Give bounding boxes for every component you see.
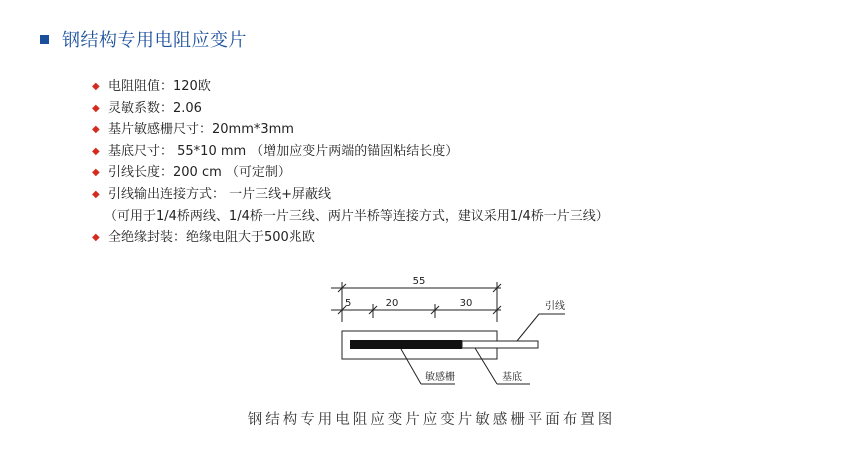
dim-a-label: 5 bbox=[345, 298, 352, 309]
spec-text: 灵敏系数：2.06 bbox=[108, 100, 202, 116]
section-title bbox=[40, 26, 247, 52]
list-item bbox=[92, 184, 609, 227]
diamond-bullet-icon: ◆ bbox=[92, 124, 100, 136]
sensitive-grid bbox=[350, 340, 462, 349]
diamond-bullet-icon: ◆ bbox=[92, 188, 100, 200]
list-item bbox=[92, 141, 609, 163]
diamond-bullet-icon: ◆ bbox=[92, 81, 100, 92]
square-bullet-icon bbox=[40, 35, 49, 44]
spec-list bbox=[92, 76, 609, 249]
spec-text: 基片敏感栅尺寸：20mm*3mm bbox=[108, 122, 294, 138]
grid-label: 敏感栅 bbox=[425, 372, 455, 383]
lead-label: 引线 bbox=[545, 301, 565, 312]
spec-subtext: （可用于1/4桥两线、1/4桥一片三线、两片半桥等连接方式，建议采用1/4桥一片三线） bbox=[104, 208, 609, 224]
diamond-bullet-icon: ◆ bbox=[92, 232, 100, 244]
dim-total-label: 55 bbox=[412, 276, 426, 287]
dim-b-label: 20 bbox=[385, 298, 399, 309]
list-item bbox=[92, 76, 609, 98]
spec-text: 引线长度：200 cm （可定制） bbox=[108, 165, 291, 181]
base-label: 基底 bbox=[502, 372, 522, 383]
strain-gauge-diagram bbox=[325, 272, 595, 397]
lead-wire bbox=[462, 341, 538, 348]
page-title: 钢结构专用电阻应变片 bbox=[62, 30, 247, 51]
diamond-bullet-icon: ◆ bbox=[92, 102, 100, 114]
spec-text: 引线输出连接方式： 一片三线+屏蔽线 bbox=[108, 186, 332, 202]
dim-c-label: 30 bbox=[459, 298, 473, 309]
list-item bbox=[92, 98, 609, 120]
figure-caption: 钢结构专用电阻应变片应变片敏感栅平面布置图 bbox=[247, 412, 616, 428]
spec-text: 基底尺寸： 55*10 mm （增加应变片两端的锚固粘结长度） bbox=[108, 143, 459, 159]
list-item bbox=[92, 227, 609, 249]
spec-text: 全绝缘封装：绝缘电阻大于500兆欧 bbox=[108, 230, 315, 246]
spec-text: 电阻阻值：120欧 bbox=[108, 79, 211, 94]
diamond-bullet-icon: ◆ bbox=[92, 145, 100, 157]
list-item bbox=[92, 119, 609, 141]
diamond-bullet-icon: ◆ bbox=[92, 167, 100, 179]
list-item bbox=[92, 162, 609, 184]
